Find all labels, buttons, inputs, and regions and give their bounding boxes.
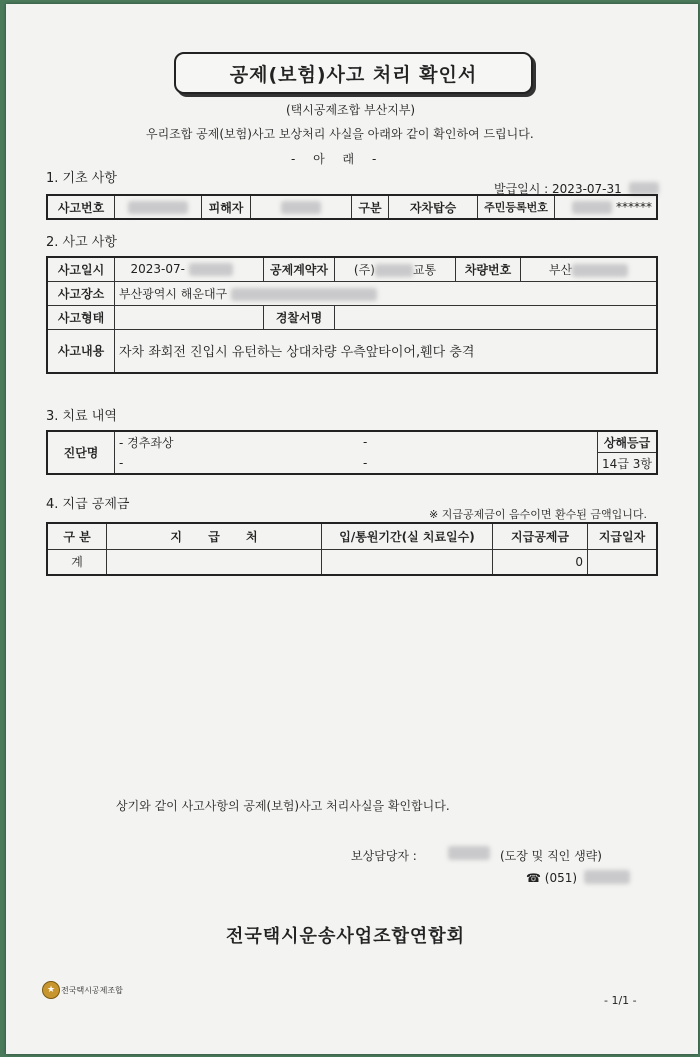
payment-note: ※ 지급공제금이 음수이면 환수된 금액입니다. [429,508,647,521]
confirm-text: 상기와 같이 사고사항의 공제(보험)사고 처리사실을 확인합니다. [116,799,450,813]
col-date: 지급일자 [588,523,658,549]
place-value: 부산광역시 해운대구 [119,286,228,301]
content-label: 사고내용 [47,329,115,373]
organization-name: 전국택시운송사업조합연합회 [226,926,466,947]
resident-no-suffix: ****** [616,200,652,214]
payment-table [46,522,658,576]
police-label: 경찰서명 [264,305,335,329]
date-cell [115,257,264,281]
section3-heading: 3. 치료 내역 [46,409,117,424]
total-label: 계 [47,549,107,575]
cooperative-logo-icon: ★ [42,981,60,999]
place-cell [115,281,658,305]
contractor-cell [335,257,456,281]
section4-heading: 4. 지급 공제금 [46,497,130,512]
contractor-label: 공제계약자 [264,257,335,281]
seal-note: (도장 및 직인 생략) [500,849,602,863]
basic-info-table [46,194,658,220]
document-subtitle: (택시공제조합 부산지부) [286,103,416,117]
total-amount: 0 [493,549,588,575]
page-number: - 1/1 - [604,994,637,1007]
category-label: 구분 [352,195,389,219]
contractor-suffix: 교통 [412,262,437,277]
diagnosis-label: 진단명 [47,431,115,474]
total-payee [107,549,322,575]
section1-heading: 1. 기초 사항 [46,171,117,186]
below-mark: - 아 래 - [291,152,377,166]
police-value [335,305,658,329]
phone-prefix: ☎ (051) [526,871,578,885]
document-intro: 우리조합 공제(보험)사고 보상처리 사실을 아래와 같이 확인하여 드립니다. [146,127,534,141]
accident-info-table [46,256,658,374]
logo-text: 전국택시공제조합 [61,986,123,995]
victim-label: 피해자 [202,195,251,219]
category-value: 자차탑승 [389,195,478,219]
treatment-table [46,430,658,475]
diagnosis-row2-a: - [115,453,360,475]
redacted-phone [584,870,630,884]
diagnosis-row1-b: - [359,431,598,453]
resident-no-value [555,195,658,219]
col-payee: 지 급 처 [107,523,322,549]
vehicle-no-cell [521,257,658,281]
total-period [322,549,493,575]
grade-value: 14급 3항 [598,453,658,475]
resident-no-label: 주민등록번호 [478,195,555,219]
accident-no-label: 사고번호 [47,195,115,219]
type-value [115,305,264,329]
vehicle-prefix: 부산 [548,262,573,277]
diagnosis-row1-a: - 경추좌상 [115,431,360,453]
document-title: 공제(보험)사고 처리 확인서 [174,52,533,94]
date-value: 2023-07- [130,262,185,277]
total-date [588,549,658,575]
date-label: 사고일시 [47,257,115,281]
col-amount: 지급공제금 [493,523,588,549]
issue-date: 발급일시 : 2023-07-31 [494,182,622,196]
handler-label: 보상담당자 : [351,849,417,863]
section2-heading: 2. 사고 사항 [46,235,117,250]
vehicle-no-label: 차량번호 [456,257,521,281]
col-category: 구 분 [47,523,107,549]
grade-label: 상해등급 [598,431,658,453]
col-period: 입/통원기간(실 치료일수) [322,523,493,549]
place-label: 사고장소 [47,281,115,305]
accident-no-value [115,195,202,219]
contractor-prefix: (주) [353,262,375,277]
type-label: 사고형태 [47,305,115,329]
document-page [6,4,698,1054]
victim-value [251,195,352,219]
diagnosis-row2-b: - [359,453,598,475]
content-value: 자차 좌회전 진입시 유턴하는 상대차량 우측앞타이어,휀다 충격 [115,329,658,373]
redacted-handler [448,846,490,860]
